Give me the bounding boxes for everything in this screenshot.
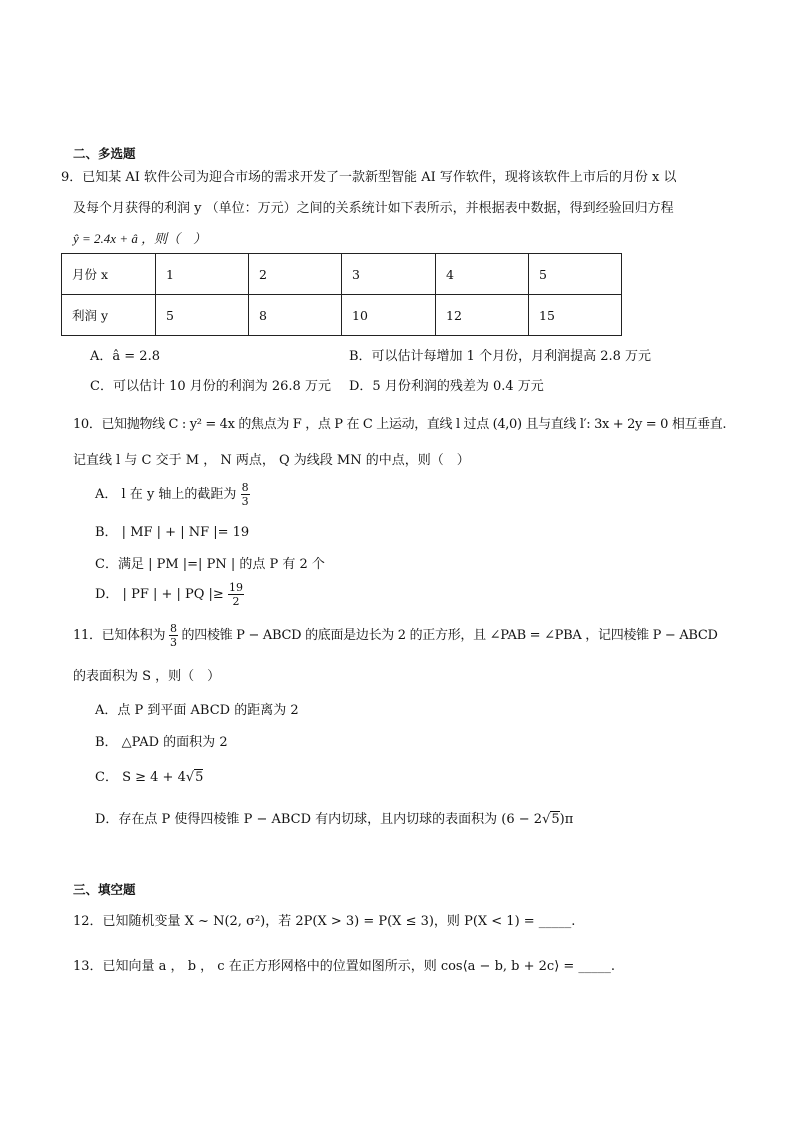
q10-option-b: B． | MF | + | NF |= 19 xyxy=(95,525,250,540)
fraction: $\frac{8}{3}$ xyxy=(170,622,177,649)
q9-option-b: B．可以估计每增加 1 个月份，月利润提高 2.8 万元 xyxy=(349,349,652,364)
q12-text: 12．已知随机变量 X ~ N(2, σ²)，若 2P(X > 3) = P(X ≤ 3)，则 P(X < 1) = _____. xyxy=(73,914,576,929)
sqrt-symbol: √ xyxy=(185,770,195,785)
q13-text: 13．已知向量 a ， b ， c 在正方形网格中的位置如图所示，则 cos⟨a − b, b + 2c⟩ = _____. xyxy=(73,959,616,974)
q10-line2: 记直线 l 与 C 交于 M ， N 两点， Q 为线段 MN 的中点，则（ ） xyxy=(73,453,470,468)
q9-option-d: D．5 月份利润的残差为 0.4 万元 xyxy=(349,379,544,394)
q10-option-a-text: A． l 在 y 轴上的截距为 xyxy=(95,487,237,502)
q9-line1: 9．已知某 AI 软件公司为迎合市场的需求开发了一款新型智能 AI 写作软件，现将该软件上市后的月份 x 以 xyxy=(61,170,677,185)
q11-line1: 11．已知体积为 $\frac{8}{3}$ 的四棱锥 P − ABCD 的底面是边长为 2 的正方形，且 ∠PAB = ∠PBA ，记四棱锥 P − ABCD xyxy=(73,622,718,649)
q9-option-c: C．可以估计 10 月份的利润为 26.8 万元 xyxy=(90,379,331,394)
table-row xyxy=(62,254,622,295)
table-cell: 12 xyxy=(436,295,529,336)
table-header-month: 月份 x xyxy=(62,254,156,295)
q10-option-a xyxy=(95,482,250,507)
data-table xyxy=(61,253,622,336)
fraction: $\frac{8}{3}$ xyxy=(241,481,249,508)
q9-line2: 及每个月获得的利润 y （单位：万元）之间的关系统计如下表所示，并根据表中数据，得到经验回归方程 xyxy=(73,201,674,216)
q10-option-d xyxy=(95,582,244,607)
q11-option-d: D．存在点 P 使得四棱锥 P − ABCD 有内切球，且内切球的表面积为 (6 − 2√5)π xyxy=(95,812,574,827)
table-cell: 15 xyxy=(529,295,622,336)
table-cell: 5 xyxy=(156,295,249,336)
table-cell: 3 xyxy=(342,254,436,295)
table-cell: 8 xyxy=(249,295,342,336)
table-cell: 2 xyxy=(249,254,342,295)
q10-line1: 10．已知抛物线 C : y² = 4x 的焦点为 F ，点 P 在 C 上运动，直线 l 过点 (4,0) 且与直线 l′: 3x + 2y = 0 相互垂直. xyxy=(73,417,727,432)
table-cell: 1 xyxy=(156,254,249,295)
q9-line3: ŷ = 2.4x + â ，则（ ） xyxy=(73,231,207,246)
fraction: $\frac{19}{2}$ xyxy=(228,581,243,608)
table-cell: 10 xyxy=(342,295,436,336)
q10-option-c: C．满足 | PM |=| PN | 的点 P 有 2 个 xyxy=(95,557,325,572)
q11-option-c: C． S ≥ 4 + 4√5 xyxy=(95,770,204,785)
section-2-title: 二、多选题 xyxy=(73,146,136,161)
sqrt-symbol: √ xyxy=(542,812,551,827)
section-3-title: 三、填空题 xyxy=(73,882,136,897)
q10-option-d-text: D． | PF | + | PQ |≥ xyxy=(95,587,224,602)
q11-option-a: A．点 P 到平面 ABCD 的距离为 2 xyxy=(95,703,299,718)
table-row xyxy=(62,295,622,336)
q9-option-a: A．â = 2.8 xyxy=(90,349,160,364)
table-header-profit: 利润 y xyxy=(62,295,156,336)
q11-line2: 的表面积为 S ，则（ ） xyxy=(73,669,221,684)
table-cell: 5 xyxy=(529,254,622,295)
table-cell: 4 xyxy=(436,254,529,295)
q11-option-b: B． △PAD 的面积为 2 xyxy=(95,735,228,750)
